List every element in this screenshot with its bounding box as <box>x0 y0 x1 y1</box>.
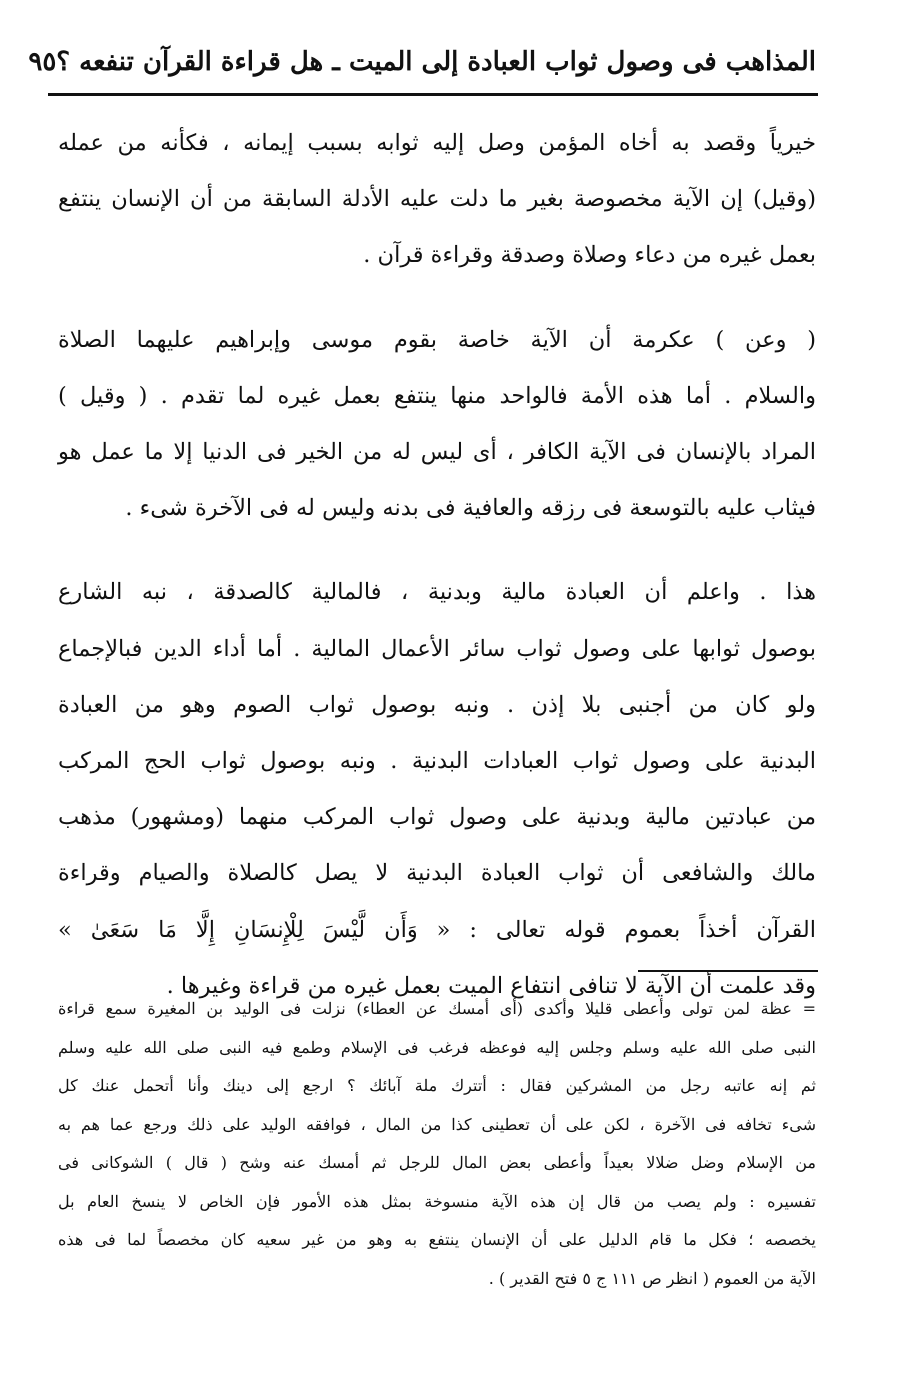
footnote-line: تفسيره : ولم يصب من قال إن هذه الآية منسوخة بمثل هذه الأمور فإن الخاص لا ينسخ العام بل <box>58 1191 816 1211</box>
text-line: بوصول ثوابها على وصول ثواب سائر الأعمال المالية . أما أداء الدين فبالإجماع <box>58 635 816 662</box>
footnote-line: النبى صلى الله عليه وسلم وجلس إليه فوعظه فرغب فى الإسلام وطمع فيه النبى صلى الله عليه وسلم <box>58 1037 816 1057</box>
paragraph-3 <box>58 564 816 1014</box>
text-line: وقد علمت أن الآية لا تنافى انتفاع الميت بعمل غيره من قراءة وغيرها . <box>166 972 816 999</box>
paragraph-gap <box>58 284 816 312</box>
footnote-line: ثم إنه عاتبه رجل من المشركين فقال : أتترك ملة آبائك ؟ ارجع إلى دينك وأنا أتحمل عنك كل <box>58 1076 816 1095</box>
footnote-line: الآية من العموم ( انظر ص ١١١ ج ٥ فتح القدير ) . <box>488 1268 816 1288</box>
running-header <box>28 36 816 88</box>
text-line: ( وعن ) عكرمة أن الآية خاصة بقوم موسى وإبراهيم عليهما الصلاة <box>58 326 816 353</box>
text-line: بعمل غيره من دعاء وصلاة وصدقة وقراءة قرآن . <box>363 242 816 269</box>
text-line: (وقيل) إن الآية مخصوصة بغير ما دلت عليه الأدلة السابقة من أن الإنسان ينتفع <box>58 186 816 213</box>
text-line: البدنية على وصول ثواب العبادات البدنية . ونبه بوصول ثواب الحج المركب <box>58 748 816 775</box>
footnote-rule <box>638 970 818 972</box>
header-title: المذاهب فى وصول ثواب العبادة إلى الميت ـ هل قراءة القرآن تنفعه ؟ <box>56 47 816 77</box>
text-line: المراد بالإنسان فى الآية الكافر ، أى ليس له من الخير فى الدنيا إلا ما عمل هو <box>58 439 816 466</box>
text-line: والسلام . أما هذه الأمة فالواحد منها ينتفع بعمل غيره لما تقدم . ( وقيل ) <box>58 382 816 409</box>
footnote-line: شىء تخافه فى الآخرة ، لكن على أن تعطينى كذا من المال ، فوافقه الوليد على ذلك ورجع عما هم به <box>58 1114 816 1134</box>
text-line: هذا . واعلم أن العبادة مالية وبدنية ، فالمالية كالصدقة ، نبه الشارع <box>58 579 816 606</box>
footnote-line: = عظة لمن تولى وأعطى قليلا وأكدى (أى أمسك عن العطاء) نزلت فى الوليد بن المغيرة سمع قراءة <box>58 999 816 1018</box>
paragraph-1 <box>58 115 816 284</box>
paragraph-2 <box>58 312 816 537</box>
text-line: خيرياً وقصد به أخاه المؤمن وصل إليه ثوابه بسبب إيمانه ، فكأنه من عمله <box>58 130 817 156</box>
text-line: من عبادتين مالية وبدنية على وصول ثواب المركب منهما (ومشهور) مذهب <box>58 804 816 831</box>
quran-verse-line: القرآن أخذاً بعموم قوله تعالى : « وَأَن لَّيْسَ لِلْإِنسَانِ إِلَّا مَا سَعَىٰ » <box>58 916 816 943</box>
text-line: فيثاب عليه بالتوسعة فى رزقه والعافية فى بدنه وليس له فى الآخرة شىء . <box>125 495 816 522</box>
text-line: مالك والشافعى أن ثواب العبادة البدنية لا يصل كالصلاة والصيام وقراءة <box>58 860 816 887</box>
text-line: ولو كان من أجنبى بلا إذن . ونبه بوصول ثواب الصوم وهو من العبادة <box>58 691 816 718</box>
footnote <box>58 990 816 1298</box>
paragraph-gap <box>58 536 816 564</box>
footnote-line: يخصصه ؛ فكل ما قام الدليل على أن الإنسان ينتفع به وهو من غير سعيه كان مخصصاً لما فى هذه <box>58 1230 816 1249</box>
footnote-line: من الإسلام وضل ضلالا بعيداً وأعطى بعض المال للرجل ثم أمسك عنه وشح ( قال ) الشوكانى فى <box>58 1153 816 1172</box>
header-rule <box>48 93 818 96</box>
page-number: ٩٥ <box>28 47 57 77</box>
main-text <box>58 115 816 1014</box>
